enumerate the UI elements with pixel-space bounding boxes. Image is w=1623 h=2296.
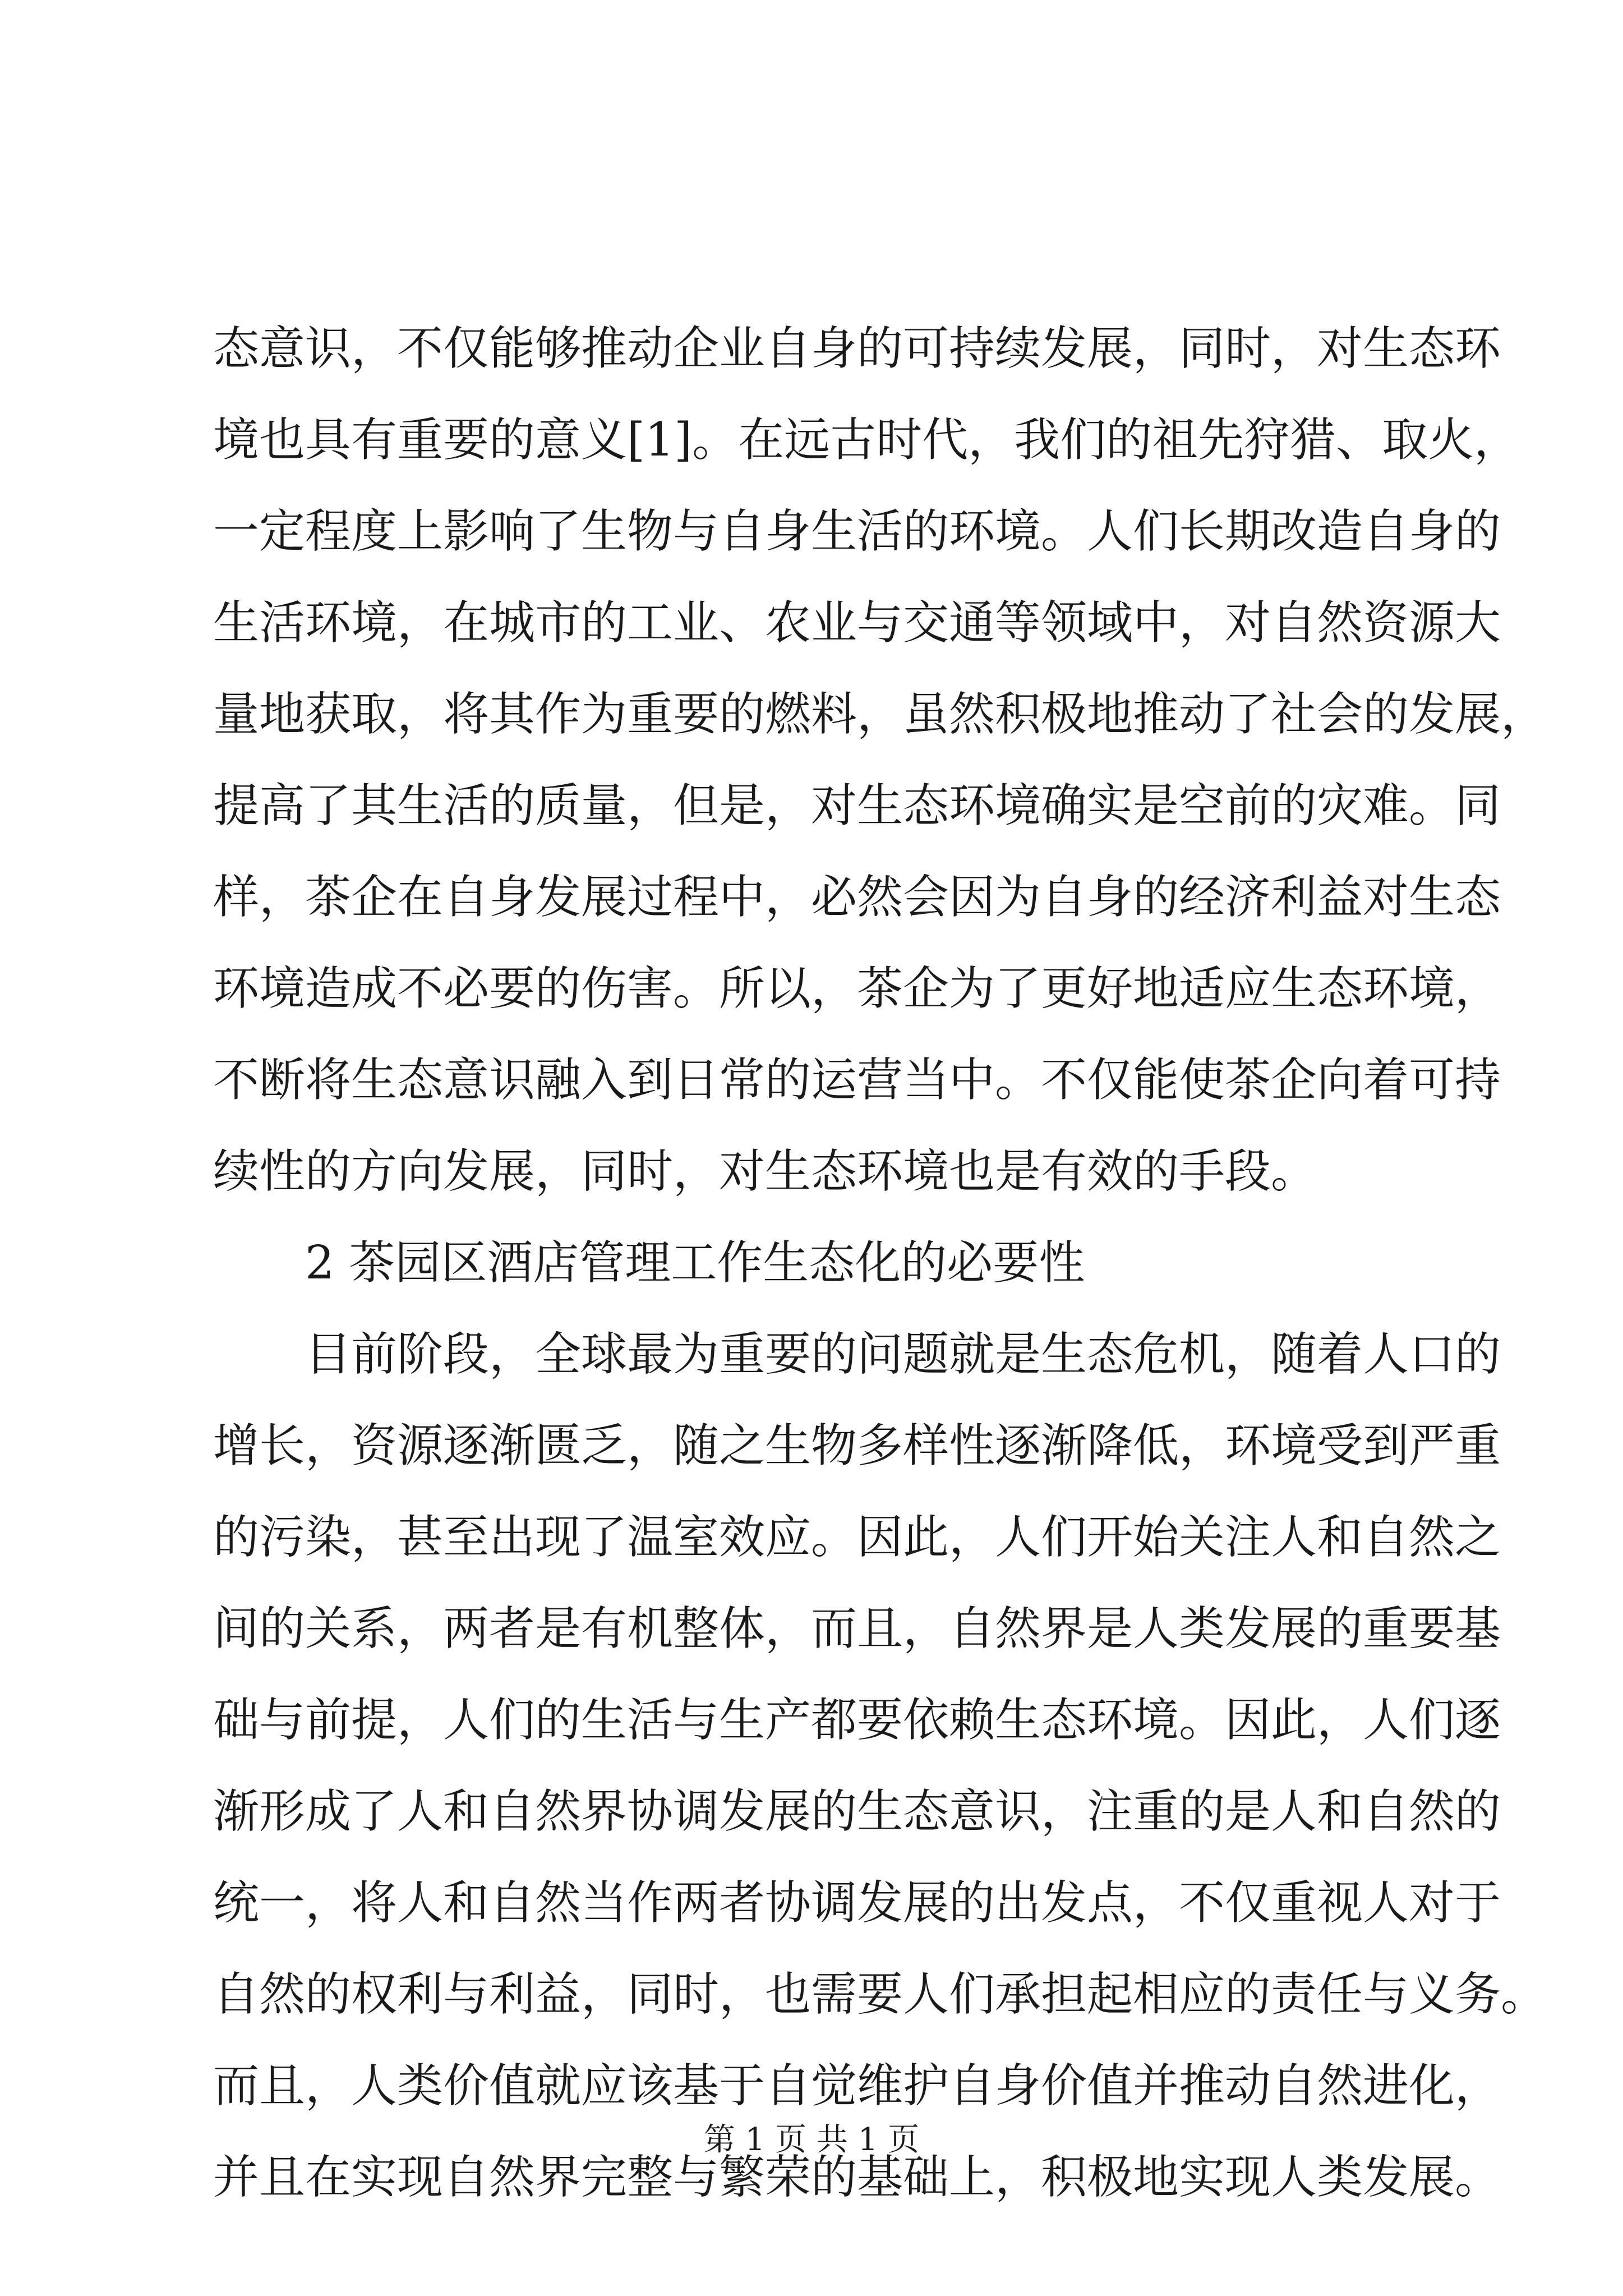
- paragraph-1-line: 生活环境，在城市的工业、农业与交通等领域中，对自然资源大: [213, 596, 1501, 650]
- page-footer: 第 1 页 共 1 页: [703, 2122, 920, 2158]
- paragraph-2-line: 目前阶段，全球最为重要的问题就是生态危机，随着人口的: [305, 1328, 1501, 1381]
- paragraph-1-line: 环境造成不必要的伤害。所以，茶企为了更好地适应生态环境，: [213, 962, 1501, 1015]
- paragraph-1-line: 续性的方向发展，同时，对生态环境也是有效的手段。: [213, 1145, 1317, 1198]
- paragraph-2-line: 础与前提，人们的生活与生产都要依赖生态环境。因此，人们逐: [213, 1694, 1501, 1747]
- paragraph-2-line: 而且，人类价值就应该基于自觉维护自身价值并推动自然进化，: [213, 2059, 1501, 2113]
- paragraph-1-line: 态意识，不仅能够推动企业自身的可持续发展，同时，对生态环: [213, 322, 1501, 375]
- paragraph-1-line: 量地获取，将其作为重要的燃料，虽然积极地推动了社会的发展，: [213, 688, 1547, 741]
- paragraph-1-line: 样，茶企在自身发展过程中，必然会因为自身的经济利益对生态: [213, 871, 1501, 924]
- paragraph-2-line: 渐形成了人和自然界协调发展的生态意识，注重的是人和自然的: [213, 1785, 1501, 1838]
- paragraph-1-line: 不断将生态意识融入到日常的运营当中。不仅能使茶企向着可持: [213, 1053, 1501, 1107]
- section-heading: 2 茶园区酒店管理工作生态化的必要性: [305, 1236, 1085, 1290]
- paragraph-2-line: 间的关系，两者是有机整体，而且，自然界是人类发展的重要基: [213, 1602, 1501, 1655]
- paragraph-2-line: 并且在实现自然界完整与繁荣的基础上，积极地实现人类发展。: [213, 2151, 1501, 2204]
- paragraph-2-line: 自然的权利与利益，同时，也需要人们承担起相应的责任与义务。: [213, 1968, 1547, 2021]
- paragraph-2-line: 统一，将人和自然当作两者协调发展的出发点，不仅重视人对于: [213, 1876, 1501, 1930]
- paragraph-1-line: 一定程度上影响了生物与自身生活的环境。人们长期改造自身的: [213, 505, 1501, 558]
- document-body: [213, 303, 1547, 2223]
- paragraph-2-line: 增长，资源逐渐匮乏，随之生物多样性逐渐降低，环境受到严重: [213, 1419, 1501, 1473]
- paragraph-1-line: 提高了其生活的质量，但是，对生态环境确实是空前的灾难。同: [213, 779, 1501, 832]
- paragraph-2-line: 的污染，甚至出现了温室效应。因此，人们开始关注人和自然之: [213, 1511, 1501, 1564]
- paragraph-1-line: 境也具有重要的意义[1]。在远古时代，我们的祖先狩猎、取火，: [213, 413, 1520, 467]
